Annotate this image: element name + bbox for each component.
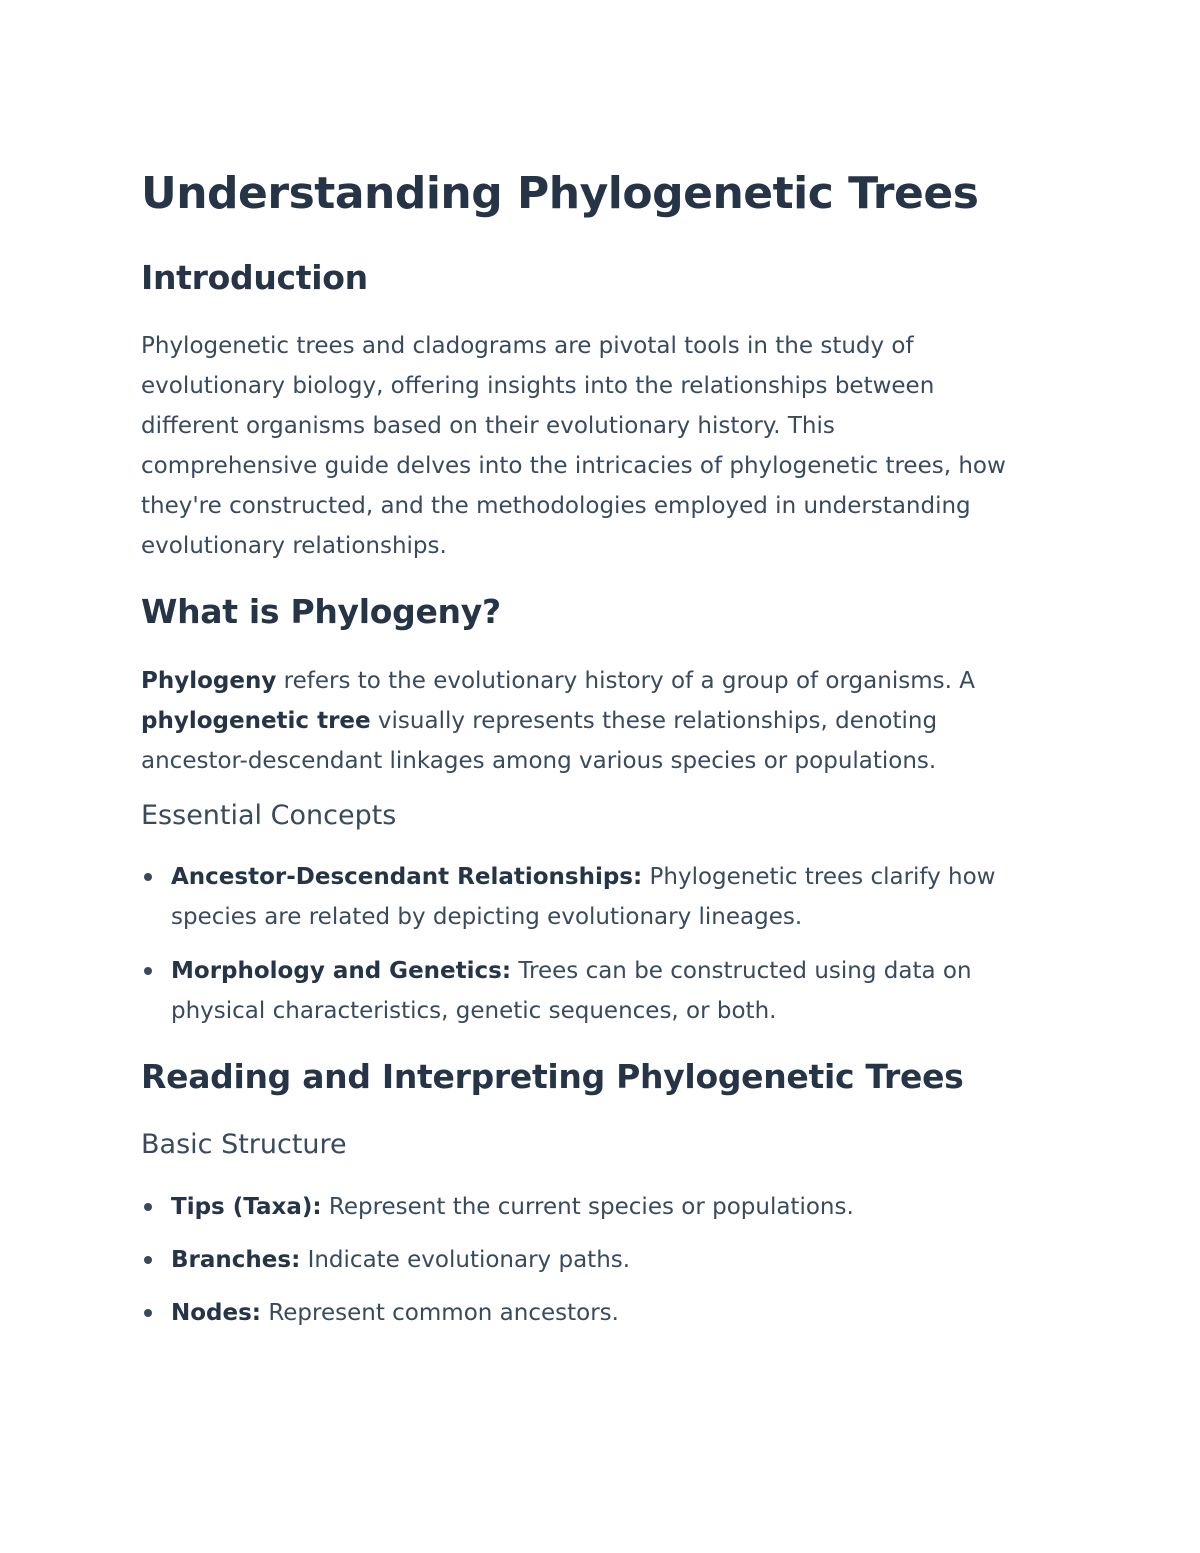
list-item — [141, 1240, 1071, 1280]
list-item-text: Phylogenetic trees clarify how — [642, 864, 996, 890]
list-item — [141, 857, 1071, 937]
phylogeny-line — [141, 701, 1071, 741]
list-item-text: Indicate evolutionary paths. — [300, 1247, 631, 1273]
subheading-essential-concepts: Essential Concepts — [141, 800, 397, 831]
list-item-line: species are related by depicting evolutionary lineages. — [171, 904, 803, 930]
phylogeny-text: visually represents these relationships, denoting — [370, 708, 938, 734]
phylogeny-term: Phylogeny — [141, 668, 277, 694]
intro-line: they're constructed, and the methodologies employed in understanding — [141, 493, 971, 519]
list-item-term: Ancestor-Descendant Relationships: — [171, 864, 643, 890]
bullet-icon — [144, 873, 152, 881]
basic-structure-list — [141, 1187, 1071, 1333]
page-title: Understanding Phylogenetic Trees — [141, 168, 979, 219]
list-item — [141, 1293, 1071, 1333]
list-item-term: Morphology and Genetics: — [171, 958, 512, 984]
phylogeny-line: ancestor-descendant linkages among various species or populations. — [141, 748, 937, 774]
list-item-text: Represent the current species or populations. — [321, 1194, 854, 1220]
list-item — [141, 1187, 1071, 1227]
introduction-paragraph — [141, 326, 1071, 566]
phylogeny-text: refers to the evolutionary history of a group of organisms. A — [276, 668, 975, 694]
subheading-basic-structure: Basic Structure — [141, 1129, 347, 1160]
bullet-icon — [144, 1203, 152, 1211]
bullet-icon — [144, 967, 152, 975]
list-item-line: physical characteristics, genetic sequences, or both. — [171, 998, 777, 1024]
intro-line: evolutionary relationships. — [141, 533, 447, 559]
list-item-term: Tips (Taxa): — [171, 1194, 322, 1220]
list-item-text: Represent common ancestors. — [261, 1300, 619, 1326]
intro-line: evolutionary biology, offering insights into the relationships between — [141, 373, 935, 399]
list-item-term: Nodes: — [171, 1300, 262, 1326]
bullet-icon — [144, 1309, 152, 1317]
bullet-icon — [144, 1256, 152, 1264]
phylogenetic-tree-term: phylogenetic tree — [141, 708, 371, 734]
phylogeny-line — [141, 661, 1071, 701]
intro-line: different organisms based on their evolutionary history. This — [141, 413, 835, 439]
list-item — [141, 951, 1071, 1031]
list-item-text: Trees can be constructed using data on — [511, 958, 972, 984]
section-heading-reading: Reading and Interpreting Phylogenetic Trees — [141, 1057, 964, 1096]
intro-line: Phylogenetic trees and cladograms are pivotal tools in the study of — [141, 333, 914, 359]
list-item-term: Branches: — [171, 1247, 301, 1273]
essential-concepts-list — [141, 857, 1071, 1031]
phylogeny-paragraph — [141, 661, 1071, 781]
list-item-line — [171, 857, 1071, 897]
list-item-line — [171, 951, 1071, 991]
section-heading-introduction: Introduction — [141, 258, 368, 297]
section-heading-phylogeny: What is Phylogeny? — [141, 592, 501, 631]
intro-line: comprehensive guide delves into the intricacies of phylogenetic trees, how — [141, 453, 1006, 479]
